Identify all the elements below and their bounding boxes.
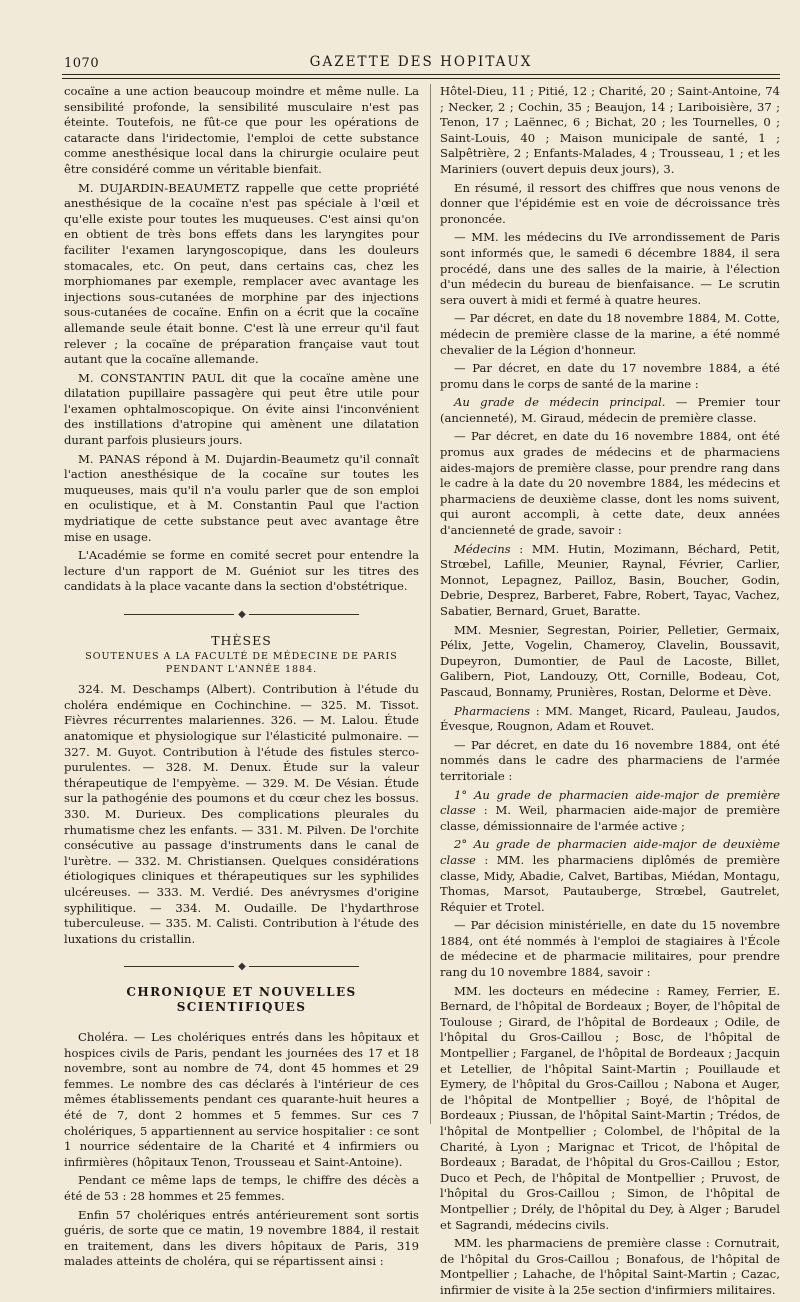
paragraph: 1° Au grade de pharmacien aide-major de première classe : M. Weil, pharmacien aide-major de première classe, démissionnaire de l'armée active ; bbox=[440, 787, 780, 833]
speaker-name: M. DUJARDIN-BEAUMETZ bbox=[78, 180, 240, 195]
header-rule-bottom bbox=[62, 78, 780, 79]
paragraph: Pendant ce même laps de temps, le chiffre des décès a été de 53 : 28 hommes et 25 femmes. bbox=[64, 1173, 419, 1203]
paragraph: cocaïne a une action beaucoup moindre et même nulle. La sensibilité profonde, la sensibilité musculaire n'est pas éteinte. Toutefois, ne fût-ce que pour les opérations de cataracte dans l'iridectomie, l'emploi de cette substance comme anesthésique local dans la chirurgie oculaire peut être considéré comme un véritable bienfait. bbox=[64, 84, 419, 176]
theses-list: 324. M. Deschamps (Albert). Contribution à l'étude du choléra endémique en Cochinchine. — 325. M. Tissot. Fièvres récurrentes malariennes. 326. — M. Lalou. Étude anatomique et physiologique sur l'élasticité pulmonaire. — 327. M. Guyot. Contribution à l'étude des fistules sterco-purulentes. — 328. M. Denux. Étude sur la valeur thérapeutique de l'empyème. — 329. M. De Vésian. Étude sur la pathogénie des poumons et du cœur chez les bossus. 330. M. Durieux. Des complications pleurales du rhumatisme chez les enfants. — 331. M. Pilven. De l'orchite consécutive au passage d'instruments dans le canal de l'urètre. — 332. M. Christiansen. Quelques considérations étiologiques cliniques et thérapeutiques sur les syphilides ulcéreuses. — 333. M. Verdié. Des anévrysmes d'origine syphilitique. — 334. M. Oudaille. De l'hydarthrose tuberculeuse. — 335. M. Calisti. Contribution à l'étude des luxations du cristallin. bbox=[64, 682, 419, 946]
paragraph: Hôtel-Dieu, 11 ; Pitié, 12 ; Charité, 20 ; Saint-Antoine, 74 ; Necker, 2 ; Cochin, 35 ; Beaujon, 14 ; Lariboisière, 37 ; Tenon, 17 ; Laënnec, 6 ; Bichat, 20 ; les Tournelles, 0 ; Saint-Louis, 40 ; Maison municipale de santé, 1 ; Salpêtrière, 2 ; Enfants-Malades, 4 ; Trousseau, 1 ; et les Mariniers (ouvert depuis deux jours), 3. bbox=[440, 84, 780, 176]
paragraph: MM. les docteurs en médecine : Ramey, Ferrier, E. Bernard, de l'hôpital de Bordeaux ; Boyer, de l'hôpital de Toulouse ; Girard, de l'hôpital de Bordeaux ; Odile, de l'hôpital du Gros-Caillou ; Bosc, de l'hôpital de Montpellier ; Farganel, de l'hôpital de Bordeaux ; Jacquin et Letellier, de l'hôpital Saint-Martin ; Pouillaude et Eymery, de l'hôpital du Gros-Caillou ; Nabona et Auger, de l'hôpital de Montpellier ; Boyé, de l'hôpital de Bordeaux ; Piussan, de l'hôpital Saint-Martin ; Trédos, de l'hôpital de Montpellier ; Colombel, de l'hôpital de la Charité, à Lyon ; Marignac et Tricot, de l'hôpital de Bordeaux ; Baradat, de l'hôpital du Gros-Caillou ; Estor, Duco et Pech, de l'hôpital de Montpellier ; Pruvost, de l'hôpital du Gros-Caillou ; Simon, de l'hôpital de Montpellier ; Drély, de l'hôpital du Dey, à Alger ; Barudel et Sagrandi, médecins civils. bbox=[440, 983, 780, 1232]
right-column bbox=[440, 84, 780, 1302]
section-title-theses: THÈSES bbox=[211, 632, 272, 648]
paragraph: — Par décision ministérielle, en date du 15 novembre 1884, ont été nommés à l'emploi de stagiaires à l'École de médecine et de pharmacie militaires, pour prendre rang du 10 novembre 1884, savoir : bbox=[440, 918, 780, 980]
paragraph: — Par décret, en date du 17 novembre 1884, a été promu dans le corps de santé de la marine : bbox=[440, 361, 780, 391]
paragraph: Enfin 57 cholériques entrés antérieurement sont sortis guéris, de sorte que ce matin, 19 novembre 1884, il restait en traitement, dans les divers hôpitaux de Paris, 319 malades atteints de choléra, qui se répartissent ainsi : bbox=[64, 1207, 419, 1269]
paragraph: En résumé, il ressort des chiffres que nous venons de donner que l'épidémie est en voie de décroissance très prononcée. bbox=[440, 180, 780, 226]
left-column bbox=[64, 84, 419, 1273]
paragraph: L'Académie se forme en comité secret pour entendre la lecture d'un rapport de M. Guéniot sur les titres des candidats à la place vacante dans la section d'obstétrique. bbox=[64, 548, 419, 594]
paragraph: M. DUJARDIN-BEAUMETZ rappelle que cette propriété anesthésique de la cocaïne n'est pas spéciale à l'œil et qu'elle existe pour toutes les muqueuses. C'est ainsi qu'on en obtient de très bons effets dans les laryngites pour faciliter l'examen laryngoscopique, dans les douleurs stomacales, etc. On peut, dans certains cas, chez les morphiomanes par exemple, remplacer avec avantage les injections sous-cutanées de morphine par des injections sous-cutanées de cocaïne. Enfin on a écrit que la cocaïne allemande seule était bonne. C'est là une erreur qu'il faut relever ; la cocaïne de préparation française vaut tout autant que la cocaïne allemande. bbox=[64, 180, 419, 367]
section-separator: ◆ bbox=[64, 959, 419, 975]
section-subtitle: SOUTENUES A LA FACULTÉ DE MÉDECINE DE PARIS bbox=[85, 651, 398, 663]
paragraph: 2° Au grade de pharmacien aide-major de deuxième classe : MM. les pharmaciens diplômés de première classe, Midy, Abadie, Calvet, Bartibas, Miédan, Montagu, Thomas, Marsot, Pautauberge, Strœbel, Gautrelet, Réquier et Trotel. bbox=[440, 837, 780, 914]
paragraph: — MM. les médecins du IVe arrondissement de Paris sont informés que, le samedi 6 décembre 1884, il sera procédé, dans une des salles de la mairie, à l'élection d'un médecin du bureau de bienfaisance. — Le scrutin sera ouvert à midi et fermé à quatre heures. bbox=[440, 230, 780, 307]
journal-title: GAZETTE DES HOPITAUX bbox=[309, 54, 533, 70]
section-subtitle: PENDANT L'ANNÉE 1884. bbox=[165, 664, 318, 676]
paragraph: — Par décret, en date du 16 novembre 1884, ont été promus aux grades de médecins et de pharmaciens aides-majors de première classe, pour prendre rang dans le cadre à la date du 20 novembre 1884, les médecins et pharmaciens de deuxième classe, dont les noms suivent, qui auront accompli, à cette date, deux années d'ancienneté de grade, savoir : bbox=[440, 429, 780, 538]
speaker-name: M. PANAS bbox=[78, 451, 141, 466]
paragraph: Pharmaciens : MM. Manget, Ricard, Pauleau, Jaudos, Évesque, Rougnon, Adam et Rouvet. bbox=[440, 703, 780, 734]
paragraph: — Par décret, en date du 18 novembre 1884, M. Cotte, médecin de première classe de la marine, a été nommé chevalier de la Légion d'honneur. bbox=[440, 311, 780, 357]
section-separator: ◆ bbox=[64, 607, 419, 623]
paragraph: Médecins : MM. Hutin, Mozimann, Béchard, Petit, Strœbel, Lafille, Meunier, Raynal, Février, Carlier, Monnot, Lepagnez, Pailloz, Basin, Boucher, Godin, Debrie, Desprez, Barberet, Fabre, Robert, Tayac, Vachez, Sabatier, Bernard, Gruet, Baratte. bbox=[440, 541, 780, 618]
paragraph: — Par décret, en date du 16 novembre 1884, ont été nommés dans le cadre des pharmaciens de l'armée territoriale : bbox=[440, 737, 780, 783]
header-rule-top bbox=[62, 74, 780, 75]
page-number: 1070 bbox=[64, 56, 100, 71]
paragraph: MM. les pharmaciens de première classe : Cornutrait, de l'hôpital du Gros-Caillou ; Bonafous, de l'hôpital de Montpellier ; Lahache, de l'hôpital Saint-Martin ; Cazac, infirmier de visite à la 25e section d'infirmiers militaires. bbox=[440, 1236, 780, 1297]
speaker-name: M. CONSTANTIN PAUL bbox=[78, 370, 225, 385]
section-title-chronique: CHRONIQUE ET NOUVELLES SCIENTIFIQUES bbox=[126, 984, 357, 1015]
paragraph: M. PANAS répond à M. Dujardin-Beaumetz qu'il connaît l'action anesthésique de la cocaïne sur toutes les muqueuses, mais qu'il n'a voulu parler que de son emploi en oculistique, et à M. Constantin Paul que l'action mydriatique de cette substance peut avec avantage être mise en usage. bbox=[64, 451, 419, 544]
paragraph: Choléra. — Les cholériques entrés dans les hôpitaux et hospices civils de Paris, pendant les journées des 17 et 18 novembre, sont au nombre de 74, dont 45 hommes et 29 femmes. Le nombre des cas déclarés à l'intérieur de ces mêmes établissements pendant ces quarante-huit heures a été de 7, dont 2 hommes et 5 femmes. Sur ces 7 cholériques, 5 appartiennent au service hospitalier : ce sont 1 nourrice sédentaire de la Charité et 4 infirmiers ou infirmières (hôpitaux Tenon, Trousseau et Saint-Antoine). bbox=[64, 1030, 419, 1169]
column-divider bbox=[430, 84, 431, 1124]
paragraph: M. CONSTANTIN PAUL dit que la cocaïne amène une dilatation pupillaire passagère qui peut être utile pour l'examen ophtalmoscopique. On évite ainsi l'inconvénient des instillations d'atropine qui amènent une dilatation durant parfois plusieurs jours. bbox=[64, 370, 419, 448]
page-header bbox=[62, 52, 780, 74]
paragraph: Au grade de médecin principal. — Premier tour (ancienneté), M. Giraud, médecin de première classe. bbox=[440, 395, 780, 425]
paragraph: MM. Mesnier, Segrestan, Poirier, Pelletier, Germaix, Pélix, Jette, Vogelin, Chameroy, Clavelin, Boussavit, Dupeyron, Dumontier, de Paul de Lacoste, Billet, Galibern, Piot, Landouzy, Ott, Cornille, Bodeau, Cot, Pascaud, Bonnamy, Prunières, Rostan, Delorme et Dève. bbox=[440, 622, 780, 699]
